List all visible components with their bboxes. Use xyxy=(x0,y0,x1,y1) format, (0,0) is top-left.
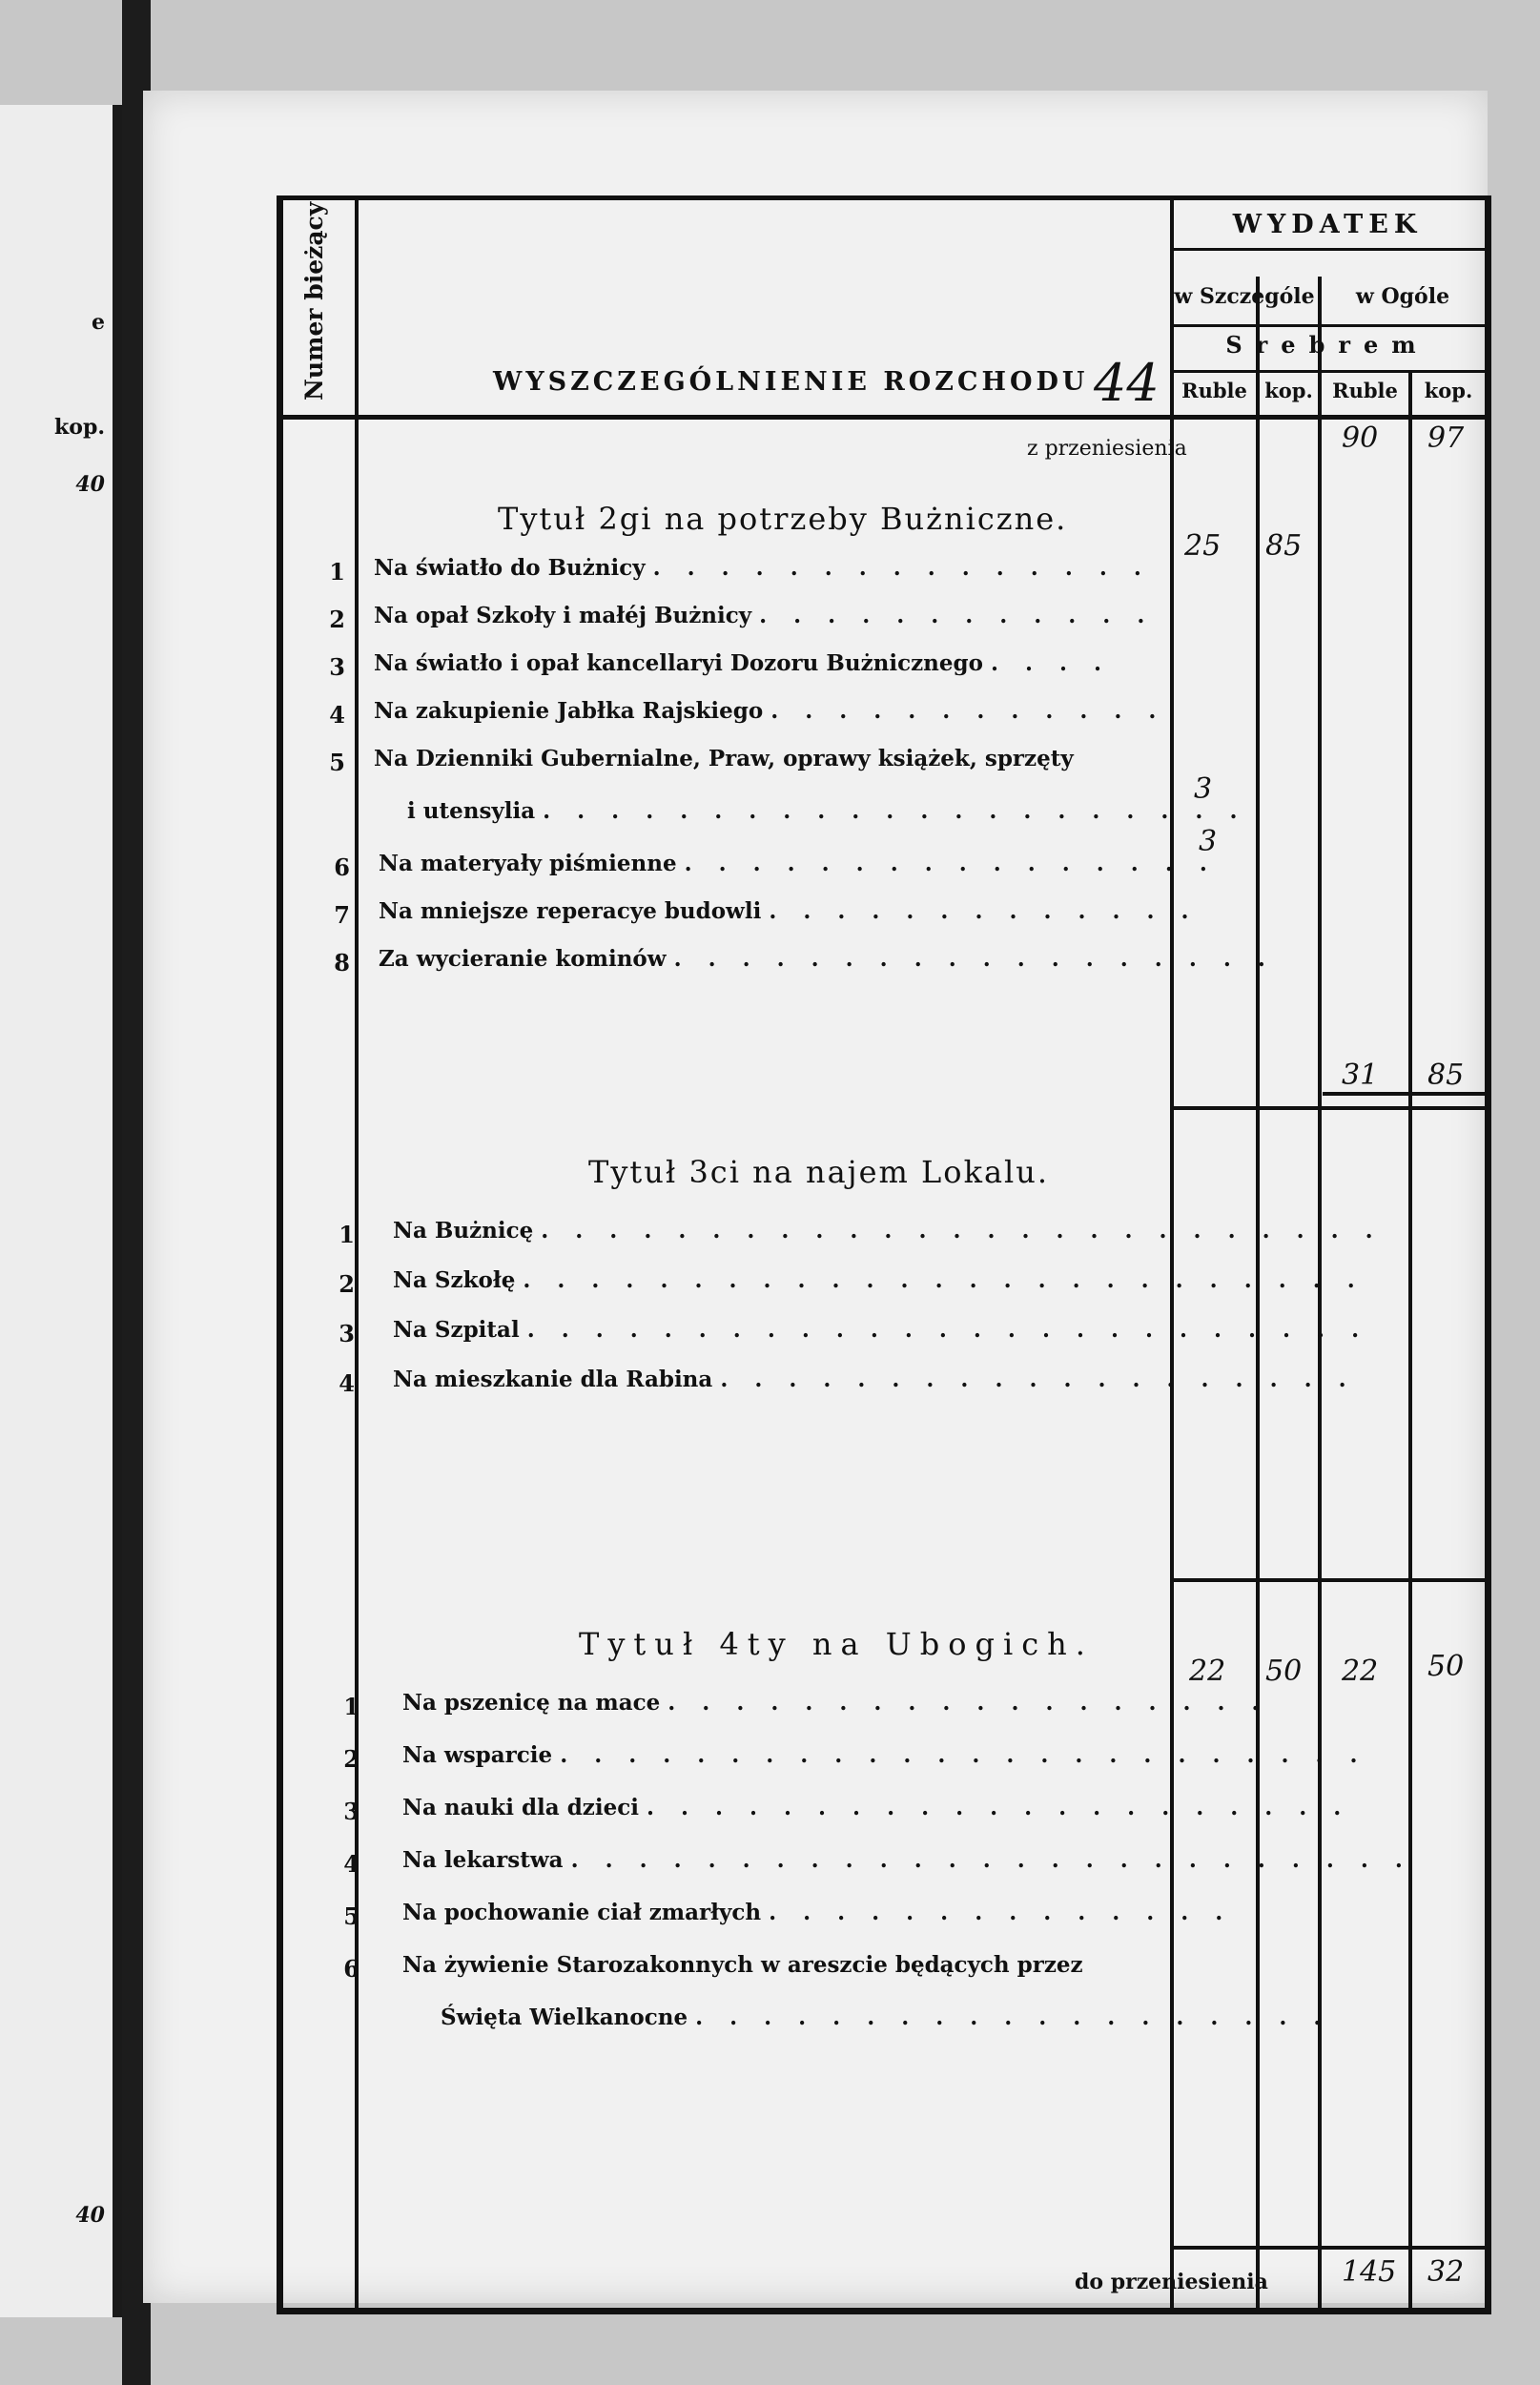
row-label: Na Szpital xyxy=(393,1317,520,1343)
row-label: Na zakupienie Jabłka Rajskiego xyxy=(374,698,764,724)
row-text: Na żywienie Starozakonnych w areszcie będących przez xyxy=(402,1952,1083,1978)
row-label: Na wsparcie xyxy=(402,1742,553,1768)
section-total-kop: 85 xyxy=(1427,1059,1465,1092)
row-label: Na pochowanie ciał zmarłych xyxy=(402,1900,762,1925)
row-text: Na nauki dla dzieci . . . . . . . . . . . . . . . . . . . . . xyxy=(402,1795,1351,1820)
row-number: 1 xyxy=(343,1693,359,1720)
folio-number: 44 xyxy=(1094,353,1160,413)
row-text: Na światło do Bużnicy . . . . . . . . . . . . . . . xyxy=(374,555,1151,581)
row-label: Za wycieranie kominów xyxy=(379,946,667,972)
row-number: 4 xyxy=(339,1369,355,1397)
subtotal-rule xyxy=(1323,1092,1485,1096)
left-fragment-text: e xyxy=(92,310,105,335)
ledger-frame xyxy=(277,195,1491,2314)
section-total-ruble: 31 xyxy=(1342,1059,1379,1092)
row-number: 5 xyxy=(329,749,345,776)
row-text: Na Szpital . . . . . . . . . . . . . . . . . . . . . . . . . xyxy=(393,1317,1369,1343)
row-text: Na mniejsze reperacye budowli . . . . . . . . . . . . . xyxy=(379,898,1199,924)
row-number: 6 xyxy=(334,853,350,881)
row-text: Na zakupienie Jabłka Rajskiego . . . . . . . . . . . . xyxy=(374,698,1166,724)
row-number: 8 xyxy=(334,949,350,977)
header-rule xyxy=(1170,248,1485,251)
row-label: Na Bużnicę xyxy=(393,1218,534,1244)
detail-kop: 85 xyxy=(1265,529,1303,563)
row-label: Na światło i opał kancellaryi Dozoru Bużnicznego xyxy=(374,650,983,676)
row-label: Na nauki dla dzieci xyxy=(402,1795,639,1820)
amount-column-line xyxy=(1408,372,1412,2308)
detail-kop: 50 xyxy=(1265,1655,1303,1688)
row-label: i utensylia xyxy=(407,798,536,824)
row-text: Na pochowanie ciał zmarłych . . . . . . . . . . . . . . xyxy=(402,1900,1233,1925)
number-column-label: Numer bieżący xyxy=(300,201,328,401)
row-number: 3 xyxy=(343,1798,359,1825)
bottom-rule xyxy=(1170,2246,1485,2250)
row-text: Za wycieranie kominów . . . . . . . . . . . . . . . . . . xyxy=(379,946,1275,972)
ledger-page xyxy=(143,91,1488,2303)
row-number: 4 xyxy=(329,701,345,729)
row-number: 4 xyxy=(343,1850,359,1878)
carry-in-ruble: 90 xyxy=(1342,421,1379,455)
total-header: w Ogóle xyxy=(1355,284,1450,309)
left-fragment-amount: 40 xyxy=(75,472,105,497)
carry-out-ruble: 145 xyxy=(1342,2255,1397,2289)
row-label: Na Szkołę xyxy=(393,1267,516,1293)
row-number: 7 xyxy=(334,901,350,929)
row-text: Na wsparcie . . . . . . . . . . . . . . . . . . . . . . . . xyxy=(402,1742,1367,1768)
header-rule xyxy=(1170,370,1485,373)
detail-ruble: 22 xyxy=(1189,1655,1226,1688)
detail-ruble: 3 xyxy=(1199,825,1218,858)
row-number: 1 xyxy=(339,1221,355,1248)
kop-header: kop. xyxy=(1424,379,1473,402)
section-title: Tytuł 2gi na potrzeby Bużniczne. xyxy=(498,501,1068,537)
row-number: 1 xyxy=(329,558,345,586)
row-text: Na światło i opał kancellaryi Dozoru Bużnicznego . . . . xyxy=(374,650,1112,676)
ruble-header: Ruble xyxy=(1181,379,1247,402)
amount-column-line xyxy=(1170,200,1174,2308)
row-number: 5 xyxy=(343,1902,359,1930)
row-label: Na światło do Bużnicy xyxy=(374,555,646,581)
currency-header: Srebrem xyxy=(1225,331,1429,359)
row-label: Na pszenicę na mace xyxy=(402,1690,661,1716)
row-number: 2 xyxy=(343,1745,359,1773)
ruble-header: Ruble xyxy=(1332,379,1398,402)
page-title: WYSZCZEGÓLNIENIE ROZCHODU xyxy=(493,367,1089,397)
row-number: 3 xyxy=(329,653,345,681)
left-fragment-amount: 40 xyxy=(75,2203,105,2228)
total-ruble: 22 xyxy=(1342,1655,1379,1688)
row-label: Święta Wielkanocne xyxy=(441,2005,688,2030)
carry-out-kop: 32 xyxy=(1427,2255,1465,2289)
row-label: Na mieszkanie dla Rabina xyxy=(393,1367,713,1392)
detail-ruble: 3 xyxy=(1194,772,1213,806)
detail-ruble: 25 xyxy=(1184,529,1222,563)
row-text: Na pszenicę na mace . . . . . . . . . . . . . . . . . . xyxy=(402,1690,1269,1716)
row-text: Na materyały piśmienne . . . . . . . . . . . . . . . . xyxy=(379,851,1217,876)
row-number: 3 xyxy=(339,1320,355,1347)
row-text-continued: i utensylia . . . . . . . . . . . . . . . . . . . . . xyxy=(407,798,1247,824)
section-title: Tytuł 3ci na najem Lokalu. xyxy=(588,1154,1050,1190)
row-text: Na Dzienniki Gubernialne, Praw, oprawy książek, sprzęty xyxy=(374,746,1074,771)
section-title: Tytuł 4ty na Ubogich. xyxy=(579,1626,1094,1662)
section-divider xyxy=(1170,1106,1485,1110)
row-number: 6 xyxy=(343,1955,359,1983)
row-number: 2 xyxy=(339,1270,355,1298)
carry-out-label: do przeniesienia xyxy=(1075,2270,1268,2294)
expense-header: WYDATEK xyxy=(1232,210,1423,239)
row-text: Na Bużnicę . . . . . . . . . . . . . . . . . . . . . . . . . xyxy=(393,1218,1383,1244)
adjacent-page-fragment xyxy=(0,105,122,2317)
total-kop: 50 xyxy=(1427,1650,1465,1683)
row-text: Na Szkołę . . . . . . . . . . . . . . . . . . . . . . . . . xyxy=(393,1267,1365,1293)
number-column-line xyxy=(355,200,359,2308)
row-label: Na mniejsze reperacye budowli xyxy=(379,898,762,924)
header-rule xyxy=(1170,324,1485,327)
row-text-continued: Święta Wielkanocne . . . . . . . . . . . . . . . . . . . xyxy=(441,2005,1331,2030)
number-column-header xyxy=(283,200,355,415)
left-fragment-text: kop. xyxy=(54,415,105,440)
row-label: Na opał Szkoły i małéj Bużnicy xyxy=(374,603,752,628)
carry-in-kop: 97 xyxy=(1427,421,1465,455)
detail-header: w Szczególe xyxy=(1174,284,1315,309)
kop-header: kop. xyxy=(1264,379,1313,402)
row-text: Na mieszkanie dla Rabina . . . . . . . . . . . . . . . . . . . xyxy=(393,1367,1356,1392)
row-text: Na opał Szkoły i małéj Bużnicy . . . . . . . . . . . . xyxy=(374,603,1155,628)
carry-in-label: z przeniesienia xyxy=(1027,437,1187,461)
row-number: 2 xyxy=(329,606,345,633)
section-divider xyxy=(1170,1578,1485,1582)
header-rule xyxy=(283,415,1485,420)
row-text: Na lekarstwa . . . . . . . . . . . . . . . . . . . . . . . . . xyxy=(402,1847,1412,1873)
row-label: Na materyały piśmienne xyxy=(379,851,677,876)
row-label: Na lekarstwa xyxy=(402,1847,564,1873)
